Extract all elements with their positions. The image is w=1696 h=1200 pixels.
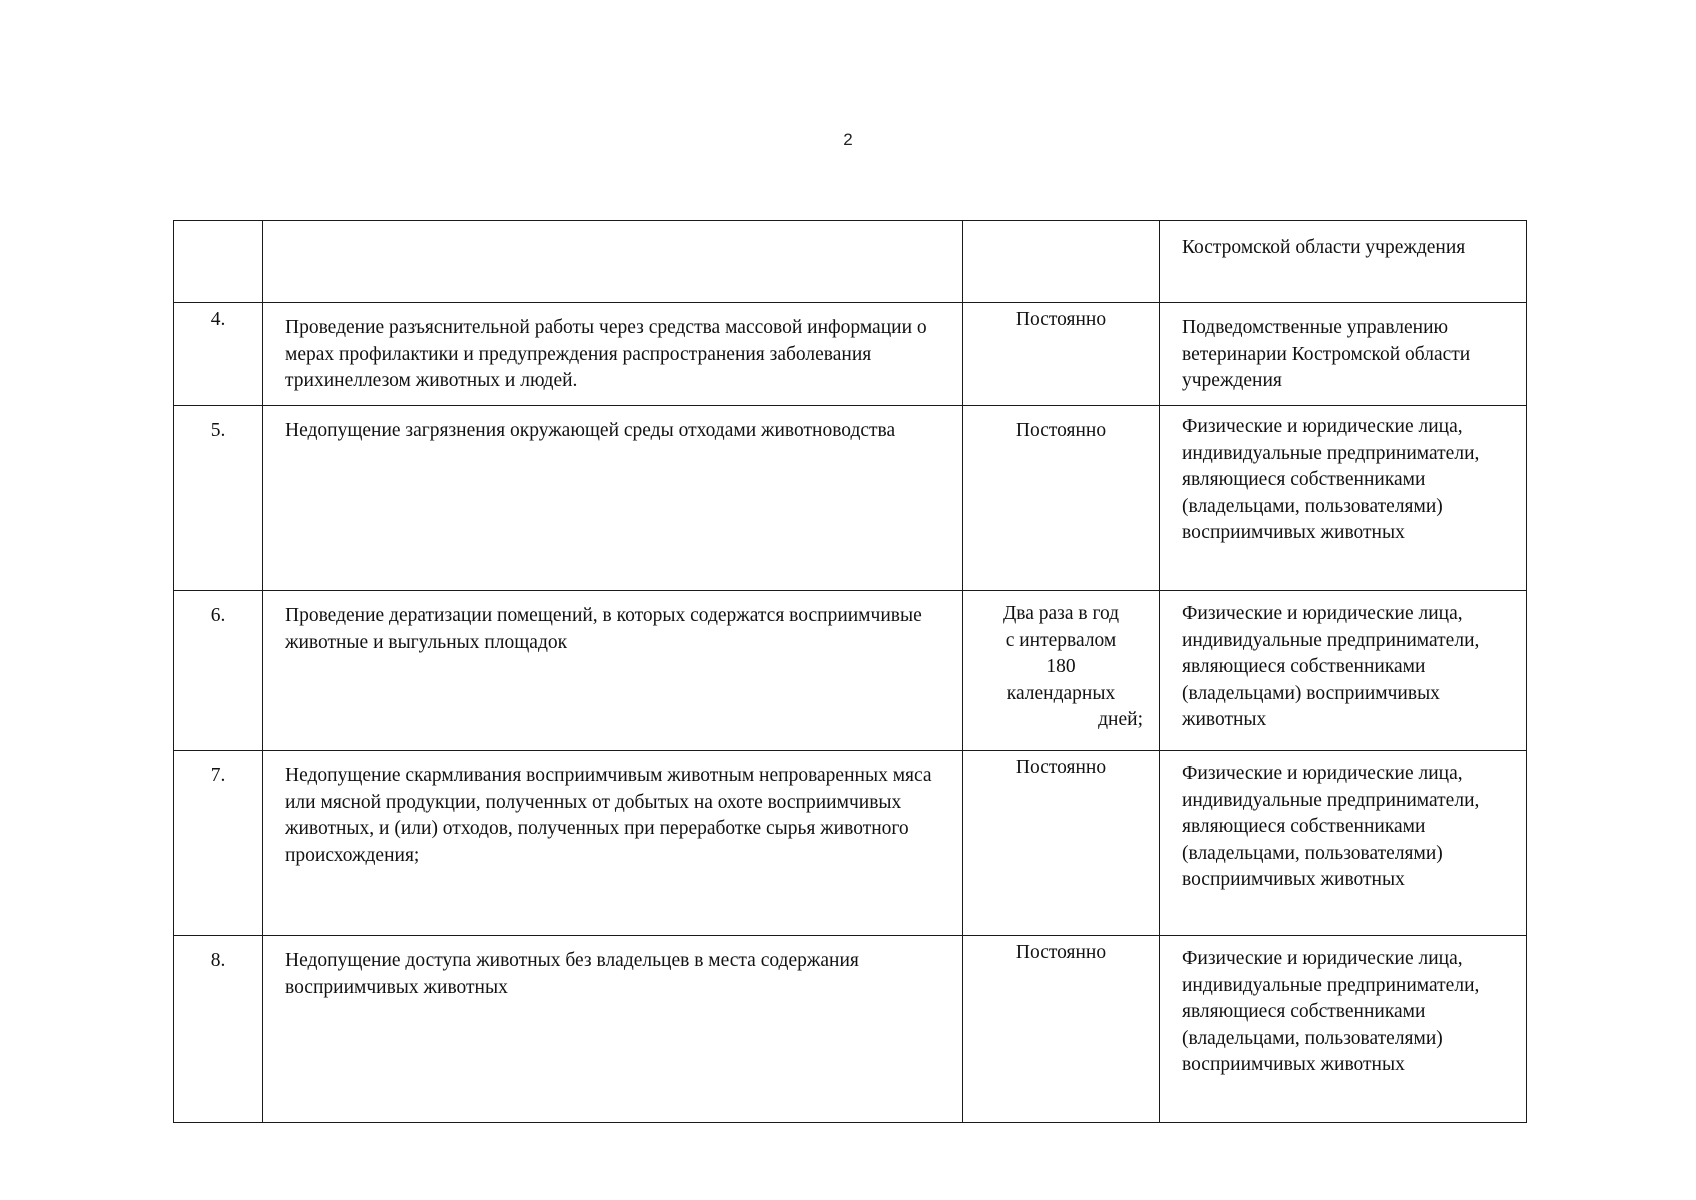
- row-number-cell: 5.: [174, 406, 263, 591]
- term-cell: Постоянно: [963, 936, 1160, 1123]
- term-line: дней;: [1098, 709, 1143, 730]
- responsible-cell: Подведомственные управлению ветеринарии Костромской области учреждения: [1160, 303, 1527, 406]
- action-cell: Недопущение доступа животных без владельцев в места содержания восприимчивых животных: [263, 936, 963, 1123]
- term-cell: Постоянно: [963, 303, 1160, 406]
- term-line: 180: [1046, 656, 1076, 677]
- responsible-cell: Физические и юридические лица, индивидуальные предприниматели, являющиеся собственниками (владельцами, пользователями) восприимчивых животных: [1160, 406, 1527, 591]
- action-cell: Проведение разъяснительной работы через средства массовой информации о мерах профилактики и предупреждения распространения заболевания трихинеллезом животных и людей.: [263, 303, 963, 406]
- row-number-cell: 6.: [174, 591, 263, 751]
- term-line: календарных: [1006, 682, 1116, 704]
- responsible-cell: Физические и юридические лица, индивидуальные предприниматели, являющиеся собственниками (владельцами, пользователями) восприимчивых животных: [1160, 751, 1527, 936]
- term-cell: [963, 221, 1160, 303]
- row-number-cell: 7.: [174, 751, 263, 936]
- term-cell: Постоянно: [963, 406, 1160, 591]
- responsible-cell: Физические и юридические лица, индивидуальные предприниматели, являющиеся собственниками (владельцами) восприимчивых животных: [1160, 591, 1527, 751]
- table-row: [174, 591, 1527, 751]
- row-number-cell: 4.: [174, 303, 263, 406]
- table-row: [174, 303, 1527, 406]
- term-line: Два раза в год: [1002, 603, 1120, 624]
- table-row: [174, 751, 1527, 936]
- table-row: [174, 406, 1527, 591]
- term-cell: Постоянно: [963, 751, 1160, 936]
- term-line: с интервалом: [1005, 629, 1117, 651]
- action-cell: Недопущение скармливания восприимчивым животным непроваренных мяса или мясной продукции, полученных от добытых на охоте восприимчивых животных, и (или) отходов, полученных при переработке сырья животного происхождения;: [263, 751, 963, 936]
- responsible-cell: Костромской области учреждения: [1160, 221, 1527, 303]
- measures-table: [173, 220, 1527, 1123]
- action-cell: Проведение дератизации помещений, в которых содержатся восприимчивые животные и выгульных площадок: [263, 591, 963, 751]
- row-number-cell: 8.: [174, 936, 263, 1123]
- action-cell: [263, 221, 963, 303]
- action-cell: Недопущение загрязнения окружающей среды отходами животноводства: [263, 406, 963, 591]
- table-row: [174, 221, 1527, 303]
- term-cell: [963, 591, 1160, 751]
- row-number-cell: [174, 221, 263, 303]
- responsible-cell: Физические и юридические лица, индивидуальные предприниматели, являющиеся собственниками (владельцами, пользователями) восприимчивых животных: [1160, 936, 1527, 1123]
- page-number: 2: [843, 130, 853, 149]
- table-row: [174, 936, 1527, 1123]
